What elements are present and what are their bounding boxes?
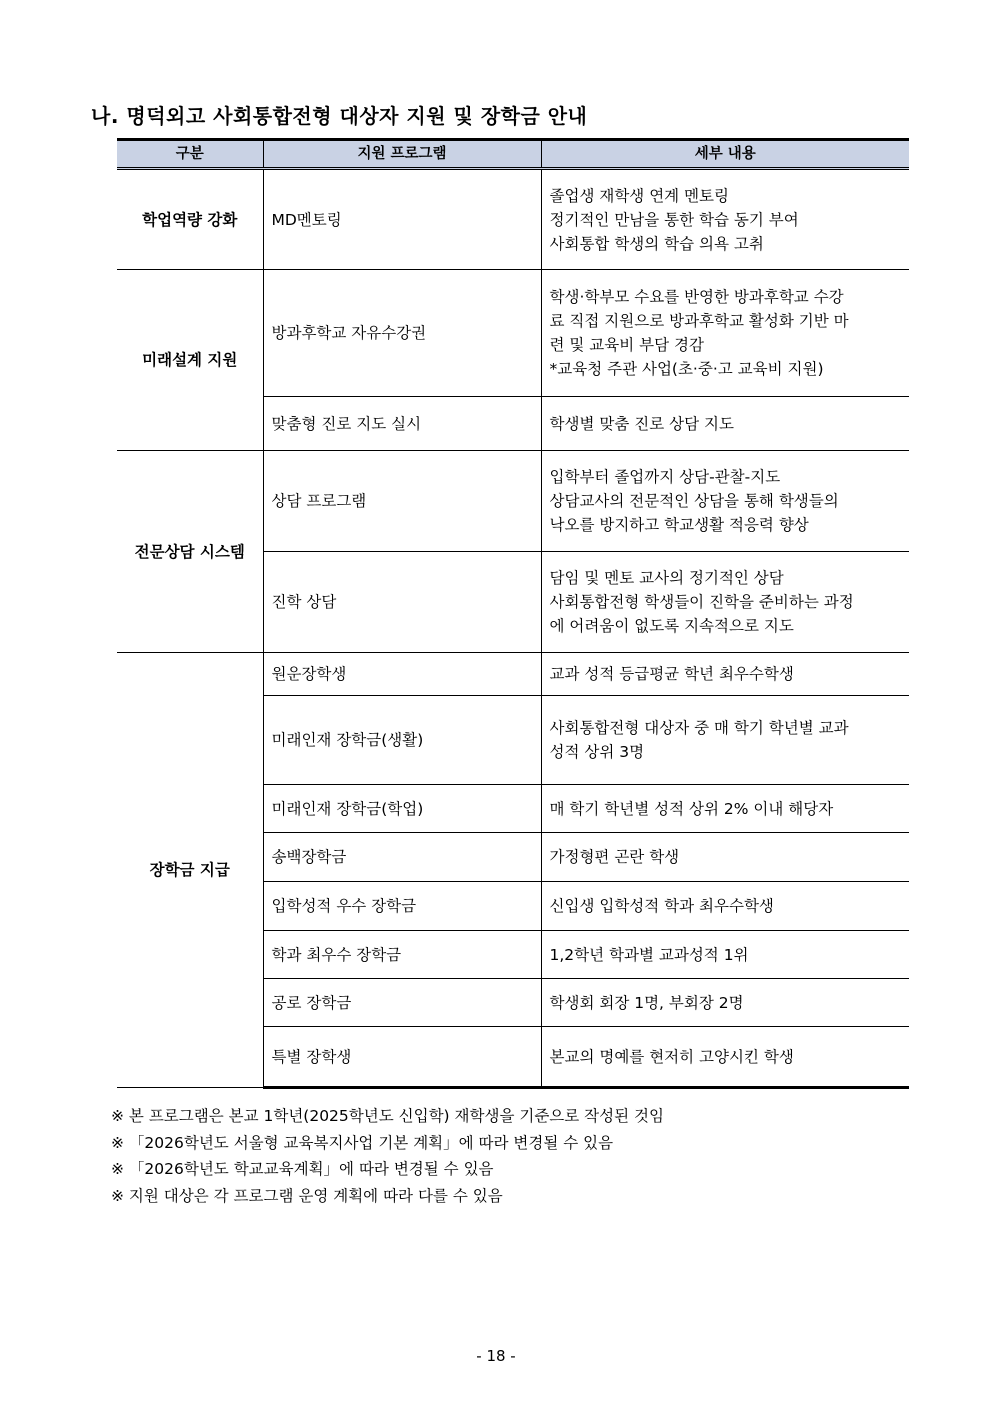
program-cell: 상담 프로그램 [263,451,541,552]
detail-line: 신입생 입학성적 학과 최우수학생 [549,897,774,915]
table-header-row [117,140,909,169]
detail-line: 사회통합 학생의 학습 의욕 고취 [549,234,764,253]
details-cell [541,169,909,270]
category-cell: 전문상담 시스템 [117,451,263,653]
program-cell: 맞춤형 진로 지도 실시 [263,397,541,451]
table-row [117,169,909,270]
program-cell: 입학성적 우수 장학금 [263,882,541,931]
details-cell [541,696,909,785]
detail-line: 교과 성적 등급평균 학년 최우수학생 [549,665,794,683]
program-cell: 미래인재 장학금(학업) [263,785,541,833]
support-table [117,138,909,1089]
header-category: 구분 [117,140,263,169]
detail-line: 학생·학부모 수요를 반영한 방과후학교 수강 [549,288,844,306]
program-cell: 송백장학금 [263,833,541,882]
notes-section [111,1103,664,1209]
detail-line: 사회통합전형 대상자 중 매 학기 학년별 교과 [549,719,849,737]
detail-line: 매 학기 학년별 성적 상위 2% 이내 해당자 [549,799,834,818]
program-cell: 진학 상담 [263,552,541,653]
header-program: 지원 프로그램 [263,140,541,169]
table-row [117,653,909,696]
program-cell: 원운장학생 [263,653,541,696]
detail-line: 료 직접 지원으로 방과후학교 활성화 기반 마 [549,312,849,330]
detail-line: 졸업생 재학생 연계 멘토링 [549,186,729,205]
details-cell [541,1027,909,1088]
detail-line: 성적 상위 3명 [549,743,645,761]
program-cell: 학과 최우수 장학금 [263,931,541,979]
note-line: ※ 지원 대상은 각 프로그램 운영 계획에 따라 다를 수 있음 [111,1186,503,1205]
details-cell [541,931,909,979]
note-line: ※ 「2026학년도 서울형 교육복지사업 기본 계획」에 따라 변경될 수 있음 [111,1133,614,1152]
details-cell [541,397,909,451]
details-cell [541,653,909,696]
detail-line: 1,2학년 학과별 교과성적 1위 [549,945,749,964]
detail-line: 련 및 교육비 부담 경감 [549,336,704,354]
note-line: ※ 본 프로그램은 본교 1학년(2025학년도 신입학) 재학생을 기준으로 작성된 것임 [111,1107,664,1125]
detail-line: 정기적인 만남을 통한 학습 동기 부여 [549,210,799,229]
detail-line: 학생회 회장 1명, 부회장 2명 [549,993,744,1012]
detail-line: 에 어려움이 없도록 지속적으로 지도 [549,617,794,635]
details-cell [541,979,909,1027]
detail-line: 담임 및 멘토 교사의 정기적인 상담 [549,569,784,587]
note-line: ※ 「2026학년도 학교교육계획」에 따라 변경될 수 있음 [111,1160,494,1178]
section-title: 나. 명덕외고 사회통합전형 대상자 지원 및 장학금 안내 [91,104,588,128]
header-details: 세부 내용 [541,140,909,169]
program-cell: 미래인재 장학금(생활) [263,696,541,785]
details-cell [541,270,909,397]
table-row [117,270,909,397]
table-row [117,451,909,552]
detail-line: *교육청 주관 사업(초·중·고 교육비 지원) [549,360,824,378]
page-number: - 18 - [476,1347,516,1365]
detail-line: 상담교사의 전문적인 상담을 통해 학생들의 [549,492,839,510]
details-cell [541,833,909,882]
program-cell: 공로 장학금 [263,979,541,1027]
detail-line: 가정형편 곤란 학생 [549,848,680,866]
detail-line: 학생별 맞춤 진로 상담 지도 [549,414,734,433]
detail-line: 입학부터 졸업까지 상담-관찰-지도 [549,468,781,486]
details-cell [541,785,909,833]
program-cell: 방과후학교 자유수강권 [263,270,541,397]
category-cell: 미래설계 지원 [117,270,263,451]
category-cell: 학업역량 강화 [117,169,263,270]
detail-line: 낙오를 방지하고 학교생활 적응력 향상 [549,516,809,534]
detail-line: 본교의 명예를 현저히 고양시킨 학생 [549,1047,794,1066]
detail-line: 사회통합전형 학생들이 진학을 준비하는 과정 [549,593,854,611]
category-cell: 장학금 지급 [117,653,263,1088]
program-cell: 특별 장학생 [263,1027,541,1088]
details-cell [541,451,909,552]
details-cell [541,552,909,653]
details-cell [541,882,909,931]
program-cell: MD멘토링 [263,169,541,270]
